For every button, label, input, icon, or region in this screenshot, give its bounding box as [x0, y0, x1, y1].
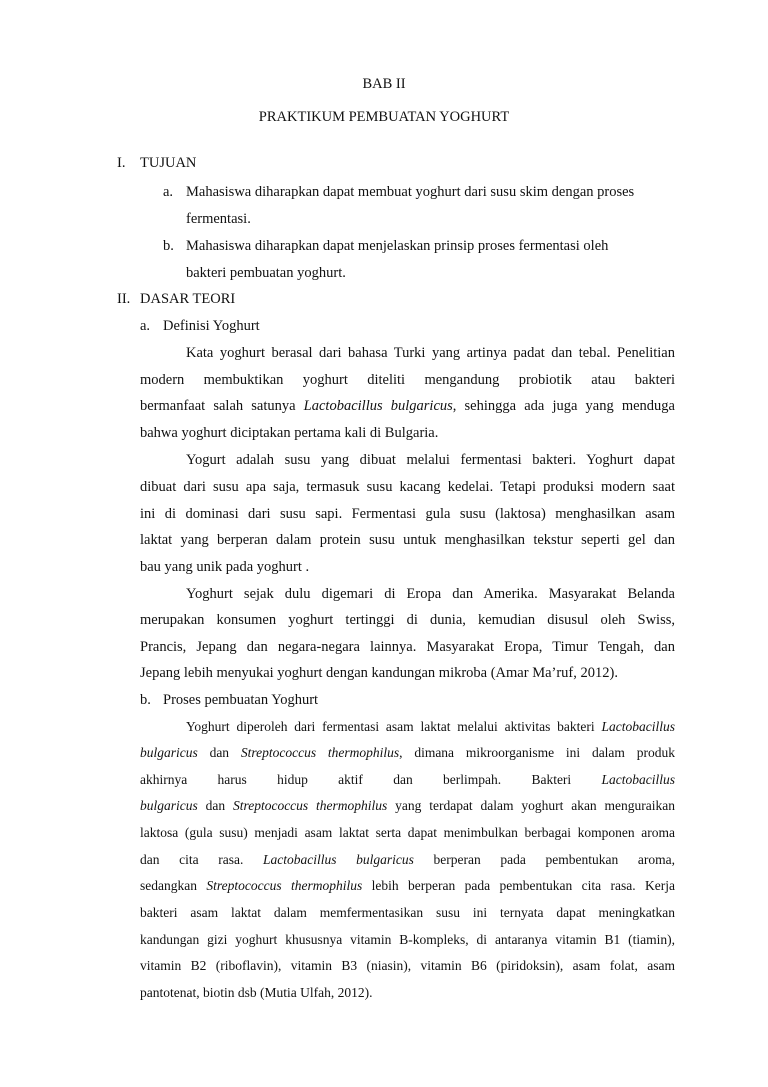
paragraph-1-line-3: bermanfaat salah satunya Lactobacillus bulgaricus, sehingga ada juga yang menduga	[140, 398, 675, 414]
item-b-line-1: Mahasiswa diharapkan dapat menjelaskan prinsip proses fermentasi oleh	[186, 238, 609, 254]
process-line-3: akhirnya harus hidup aktif dan berlimpah. Bakteri Lactobacillus	[140, 772, 675, 787]
process-line-2: bulgaricus dan Streptococcus thermophilus, dimana mikroorganisme ini dalam produk	[140, 745, 675, 760]
subsection-a-heading: Definisi Yoghurt	[163, 318, 260, 334]
section-2-number: II.	[117, 291, 131, 307]
process-line-5: laktosa (gula susu) menjadi asam laktat serta dapat menimbulkan berbagai komponen aroma	[140, 825, 675, 840]
process-line-6: dan cita rasa. Lactobacillus bulgaricus berperan pada pembentukan aroma,	[140, 852, 675, 867]
process-line-11: pantotenat, biotin dsb (Mutia Ulfah, 2012).	[140, 985, 373, 1000]
paragraph-1-line-1: Kata yoghurt berasal dari bahasa Turki yang artinya padat dan tebal. Penelitian	[186, 345, 675, 361]
paragraph-3-line-4: Jepang lebih menyukai yoghurt dengan kandungan mikroba (Amar Ma’ruf, 2012).	[140, 665, 618, 681]
item-b-line-2: bakteri pembuatan yoghurt.	[186, 265, 346, 281]
item-a-line-1: Mahasiswa diharapkan dapat membuat yoghurt dari susu skim dengan proses	[186, 184, 635, 200]
page-title: PRAKTIKUM PEMBUATAN YOGHURT	[258, 109, 510, 125]
paragraph-2-line-1: Yogurt adalah susu yang dibuat melalui fermentasi bakteri. Yoghurt dapat	[186, 452, 675, 468]
item-a-label: a.	[163, 184, 174, 200]
paragraph-1-line-4: bahwa yoghurt diciptakan pertama kali di Bulgaria.	[140, 425, 439, 441]
paragraph-2-line-2: dibuat dari susu apa saja, termasuk susu kacang kedelai. Tetapi produksi modern saat	[140, 479, 675, 495]
paragraph-2-line-4: laktat yang berperan dalam protein susu untuk menghasilkan tekstur seperti gel dan	[140, 532, 675, 548]
section-2-heading: DASAR TEORI	[140, 291, 236, 307]
paragraph-2-line-3: ini di dominasi dari susu sapi. Fermentasi gula susu (laktosa) menghasilkan asam	[140, 506, 675, 522]
paragraph-3-line-2: merupakan konsumen yoghurt tertinggi di dunia, kemudian disusul oleh Swiss,	[140, 612, 675, 628]
section-1-number: I.	[117, 155, 126, 171]
process-line-10: vitamin B2 (riboflavin), vitamin B3 (niasin), vitamin B6 (piridoksin), asam folat, asam	[140, 958, 675, 973]
process-line-7: sedangkan Streptococcus thermophilus lebih berperan pada pembentukan cita rasa. Kerja	[140, 878, 675, 893]
subsection-a-label: a.	[140, 318, 151, 334]
paragraph-2-line-5: bau yang unik pada yoghurt .	[140, 559, 310, 575]
process-line-8: bakteri asam laktat dalam memfermentasikan susu ini ternyata dapat meningkatkan	[140, 905, 675, 920]
process-line-1: Yoghurt diperoleh dari fermentasi asam laktat melalui aktivitas bakteri Lactobacillus	[186, 719, 675, 734]
section-1-heading: TUJUAN	[140, 155, 197, 171]
paragraph-1-line-2: modern membuktikan yoghurt diteliti mengandung probiotik atau bakteri	[140, 372, 675, 388]
item-a-line-2: fermentasi.	[186, 211, 251, 227]
paragraph-3-line-1: Yoghurt sejak dulu digemari di Eropa dan Amerika. Masyarakat Belanda	[186, 586, 675, 602]
item-b-label: b.	[163, 238, 174, 254]
species-name: Lactobacillus bulgaricus	[303, 398, 453, 414]
process-line-4: bulgaricus dan Streptococcus thermophilus yang terdapat dalam yoghurt akan menguraikan	[140, 798, 675, 813]
process-line-9: kandungan gizi yoghurt khususnya vitamin B-kompleks, di antaranya vitamin B1 (tiamin),	[140, 932, 675, 947]
subsection-b-label: b.	[140, 692, 151, 708]
paragraph-3-line-3: Prancis, Jepang dan negara-negara lainnya. Masyarakat Eropa, Timur Tengah, dan	[140, 639, 675, 655]
subsection-b-heading: Proses pembuatan Yoghurt	[163, 692, 319, 708]
chapter-label: BAB II	[362, 76, 406, 92]
